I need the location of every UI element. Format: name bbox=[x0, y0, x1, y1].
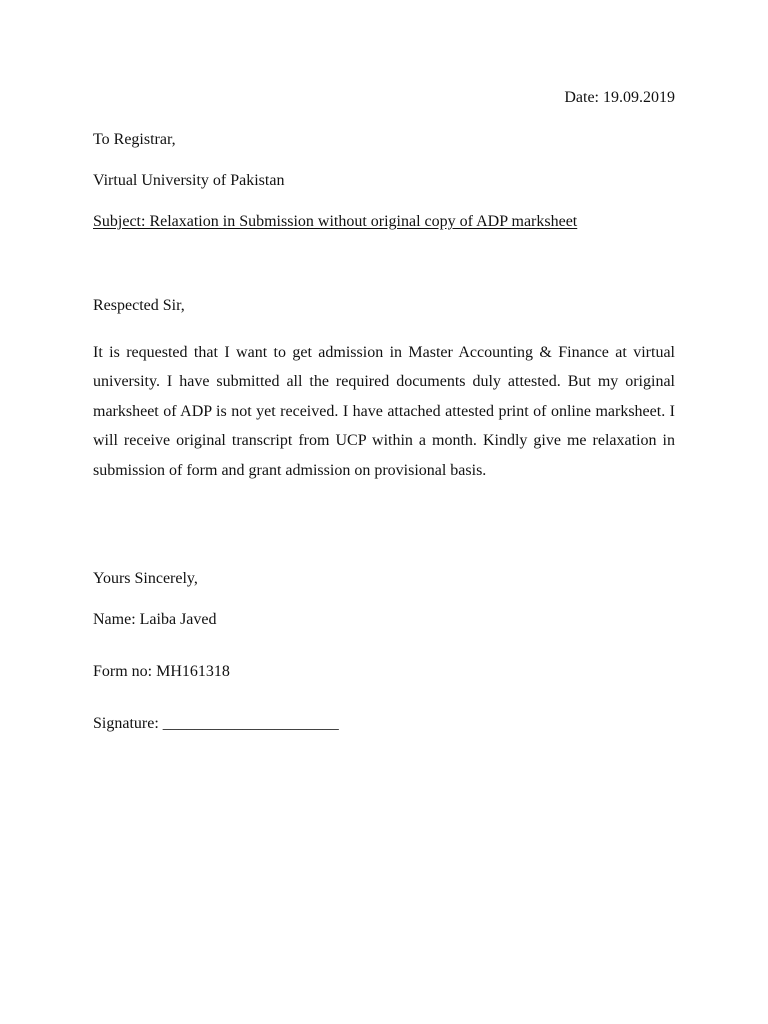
letter-date: Date: 19.09.2019 bbox=[564, 89, 675, 106]
salutation-line: Respected Sir, bbox=[93, 297, 185, 314]
organization-line: Virtual University of Pakistan bbox=[93, 172, 285, 189]
letter-body: It is requested that I want to get admission in Master Accounting & Finance at virtual university. I have submitted all the required documents duly attested. But my original marksheet of ADP is not yet received. I have attached attested print of online marksheet. I will receive original transcript from UCP within a month. Kindly give me relaxation in submission of form and grant admission on provisional basis. bbox=[93, 344, 675, 479]
recipient-line: To Registrar, bbox=[93, 131, 176, 148]
closing-line: Yours Sincerely, bbox=[93, 570, 198, 587]
sender-name: Name: Laiba Javed bbox=[93, 611, 217, 628]
form-number: Form no: MH161318 bbox=[93, 663, 230, 680]
subject-line: Subject: Relaxation in Submission without original copy of ADP marksheet bbox=[93, 213, 578, 230]
signature-line: Signature: ______________________ bbox=[93, 715, 339, 732]
